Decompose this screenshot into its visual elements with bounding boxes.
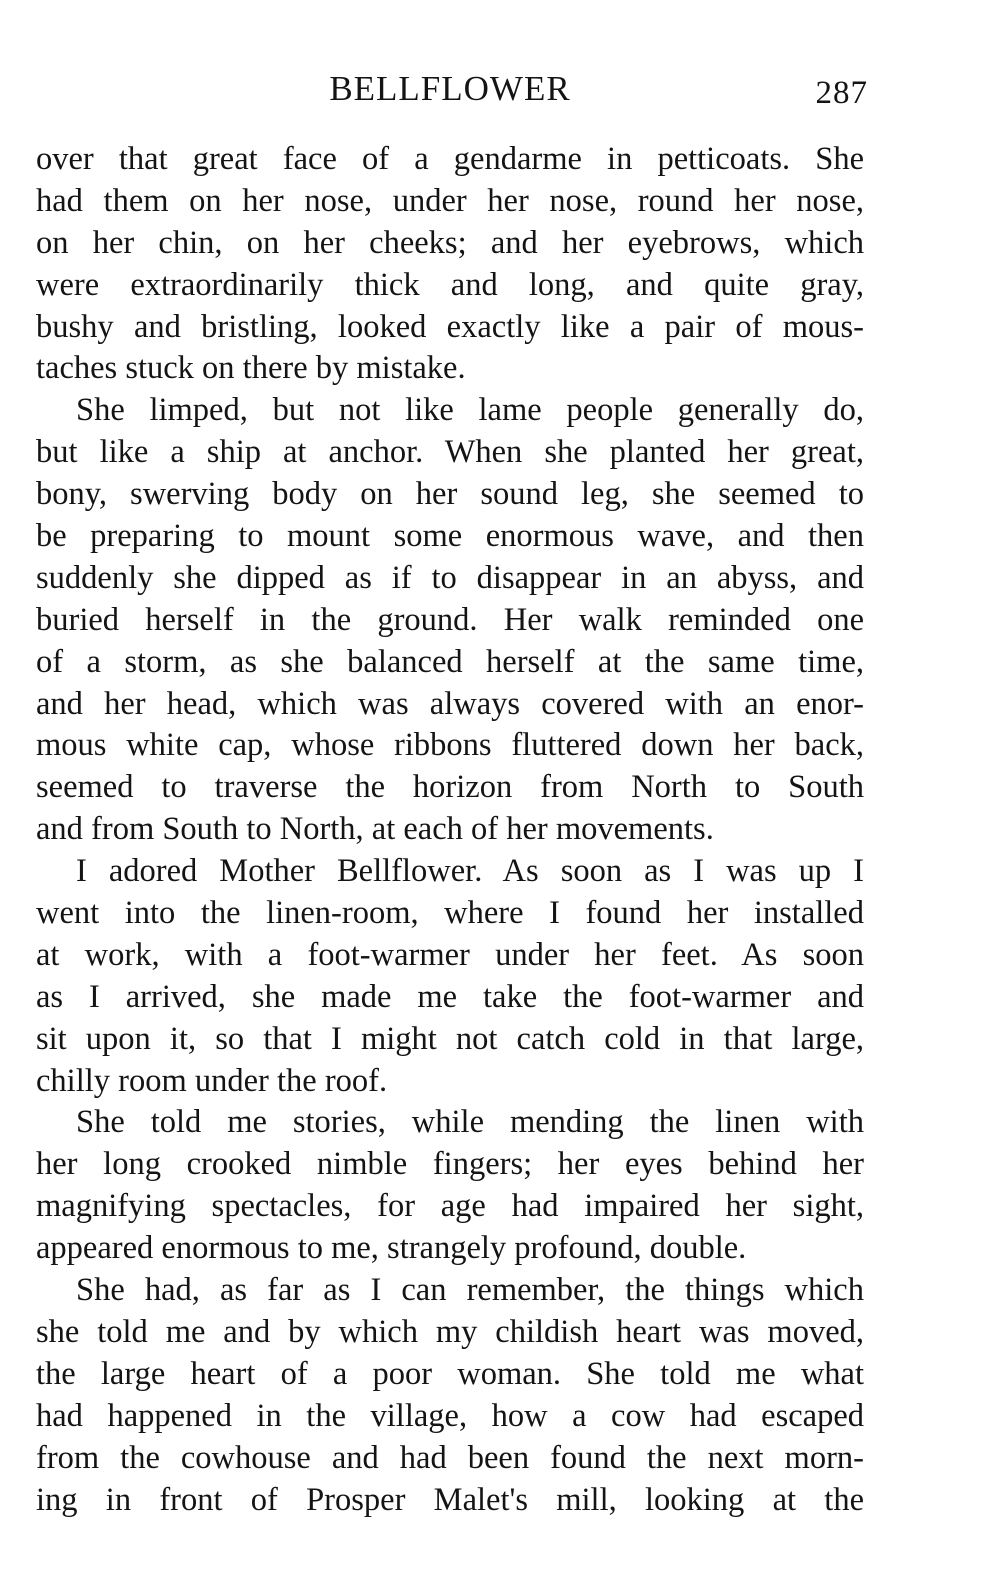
paragraph-start-line: I adored Mother Bellflower. As soon as I was up I xyxy=(76,853,864,890)
chapter-title: BELLFLOWER xyxy=(329,69,571,108)
text-line: but like a ship at anchor. When she planted her great, xyxy=(36,434,864,471)
text-line: as I arrived, she made me take the foot-warmer and xyxy=(36,978,864,1015)
body-text xyxy=(36,139,864,1521)
running-head xyxy=(36,64,868,114)
text-line: of a storm, as she balanced herself at the same time, xyxy=(36,643,864,680)
text-line: bony, swerving body on her sound leg, she seemed to xyxy=(36,476,864,513)
page-number: 287 xyxy=(815,75,868,111)
text-line: suddenly she dipped as if to disappear in an abyss, and xyxy=(36,559,864,596)
text-line: taches stuck on there by mistake. xyxy=(36,350,466,387)
text-line: had happened in the village, how a cow had escaped xyxy=(36,1397,864,1434)
text-line: sit upon it, so that I might not catch cold in that large, xyxy=(36,1020,864,1057)
text-line: and her head, which was always covered with an enor- xyxy=(36,685,864,722)
text-line: her long crooked nimble fingers; her eyes behind her xyxy=(36,1146,864,1183)
text-line: at work, with a foot-warmer under her feet. As soon xyxy=(36,936,864,973)
text-line: bushy and bristling, looked exactly like a pair of mous- xyxy=(36,308,864,345)
paragraph-start-line: She told me stories, while mending the linen with xyxy=(76,1104,864,1141)
paragraph-start-line: She had, as far as I can remember, the things which xyxy=(76,1272,864,1309)
text-line: chilly room under the roof. xyxy=(36,1062,388,1099)
text-line: had them on her nose, under her nose, round her nose, xyxy=(36,182,864,219)
text-line: over that great face of a gendarme in petticoats. She xyxy=(36,141,864,177)
text-line: were extraordinarily thick and long, and quite gray, xyxy=(36,266,864,303)
text-line: appeared enormous to me, strangely profound, double. xyxy=(36,1230,747,1267)
text-line: ing in front of Prosper Malet's mill, looking at the xyxy=(36,1481,864,1518)
text-line: on her chin, on her cheeks; and her eyebrows, which xyxy=(36,224,864,261)
text-line: mous white cap, whose ribbons fluttered down her back, xyxy=(36,727,864,764)
text-line: the large heart of a poor woman. She told me what xyxy=(36,1355,864,1392)
paragraph-start-line: She limped, but not like lame people generally do, xyxy=(76,392,864,429)
text-line: from the cowhouse and had been found the next morn- xyxy=(36,1439,864,1476)
text-line: magnifying spectacles, for age had impaired her sight, xyxy=(36,1188,864,1225)
text-line: went into the linen-room, where I found her installed xyxy=(36,895,864,932)
text-line: she told me and by which my childish heart was moved, xyxy=(36,1313,864,1350)
text-line: and from South to North, at each of her movements. xyxy=(36,811,714,848)
text-line: seemed to traverse the horizon from North to South xyxy=(36,769,864,806)
text-line: buried herself in the ground. Her walk reminded one xyxy=(36,601,864,638)
text-line: be preparing to mount some enormous wave, and then xyxy=(36,518,864,555)
